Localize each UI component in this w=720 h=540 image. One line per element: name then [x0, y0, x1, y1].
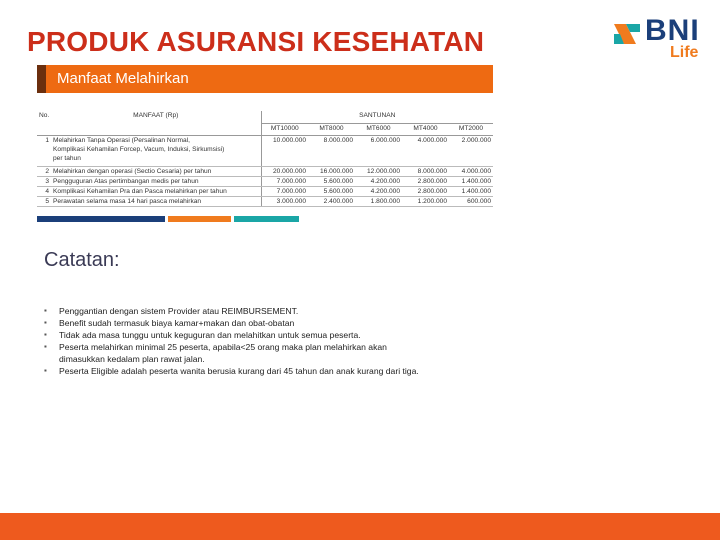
row-benefit: Melahirkan dengan operasi (Sectio Cesaria) per tahun: [51, 167, 261, 177]
row-value: 6.000.000: [355, 136, 402, 167]
row-benefit: Komplikasi Kehamilan Pra dan Pasca melahirkan per tahun: [51, 187, 261, 197]
note-text: Penggantian dengan sistem Provider atau REIMBURSEMENT.: [59, 306, 299, 316]
row-benefit: Perawatan selama masa 14 hari pasca melahirkan: [51, 197, 261, 207]
row-benefit-line: Melahirkan Tanpa Operasi (Persalinan Normal,: [53, 137, 190, 144]
row-value: 1.800.000: [355, 197, 402, 207]
bni-logo-mark-icon: [612, 20, 642, 48]
row-value: 12.000.000: [355, 167, 402, 177]
plan-header: MT4000: [402, 124, 449, 136]
note-text: Tidak ada masa tunggu untuk keguguran dan melahitkan untuk semua peserta.: [59, 330, 361, 340]
row-value: 600.000: [449, 197, 493, 207]
benefit-table: [37, 111, 493, 207]
bullet-icon: ▪: [44, 318, 47, 327]
plan-header: MT8000: [308, 124, 355, 136]
row-benefit-line: Komplikasi Kehamilan Forcep, Vacum, Induksi, Sirkumsisi): [53, 146, 225, 153]
note-text: Peserta Eligible adalah peserta wanita berusia kurang dari 45 tahun dan anak kurang dari tiga.: [59, 366, 419, 376]
notes-title: Catatan:: [44, 249, 120, 271]
santunan-header: SANTUNAN: [261, 111, 493, 124]
row-value: 20.000.000: [261, 167, 308, 177]
col-no-header: No.: [37, 111, 51, 136]
decor-bar-teal: [234, 216, 299, 222]
row-value: 16.000.000: [308, 167, 355, 177]
notes-list: [44, 305, 424, 377]
row-value: 8.000.000: [402, 167, 449, 177]
bullet-icon: ▪: [44, 330, 47, 339]
plan-header: MT2000: [449, 124, 493, 136]
row-benefit-line: per tahun: [53, 155, 81, 162]
logo-bni-text: BNI: [645, 14, 700, 47]
row-value: 3.000.000: [261, 197, 308, 207]
bni-life-logo: [612, 14, 704, 66]
row-value: 7.000.000: [261, 177, 308, 187]
list-item: [44, 329, 424, 341]
bullet-icon: ▪: [44, 342, 47, 351]
table-row: [37, 136, 493, 167]
row-value: 5.600.000: [308, 187, 355, 197]
banner-accent: [37, 65, 46, 93]
table-row: [37, 197, 493, 207]
row-value: 1.400.000: [449, 187, 493, 197]
note-text: Peserta melahirkan minimal 25 peserta, apabila<25 orang maka plan melahirkan akan dimasukkan kedalam plan rawat jalan.: [59, 342, 387, 364]
row-value: 1.400.000: [449, 177, 493, 187]
row-value: 4.200.000: [355, 187, 402, 197]
logo-life-text: Life: [670, 44, 699, 61]
row-no: 4: [37, 187, 51, 197]
row-value: 4.000.000: [449, 167, 493, 177]
row-benefit: Pengguguran Atas pertimbangan medis per tahun: [51, 177, 261, 187]
row-no: 1: [37, 136, 51, 167]
bullet-icon: ▪: [44, 306, 47, 315]
table-row: [37, 167, 493, 177]
row-value: 5.600.000: [308, 177, 355, 187]
table-row: [37, 187, 493, 197]
row-value: 8.000.000: [308, 136, 355, 167]
list-item: [44, 365, 424, 377]
row-value: 2.000.000: [449, 136, 493, 167]
list-item: [44, 341, 424, 365]
decor-bar-orange: [168, 216, 231, 222]
note-text: Benefit sudah termasuk biaya kamar+makan dan obat-obatan: [59, 318, 295, 328]
footer-bar: [0, 513, 720, 540]
row-benefit: [51, 136, 261, 167]
row-value: 2.800.000: [402, 177, 449, 187]
row-value: 4.200.000: [355, 177, 402, 187]
row-value: 7.000.000: [261, 187, 308, 197]
row-no: 5: [37, 197, 51, 207]
section-banner: [37, 65, 493, 93]
decor-bar-navy: [37, 216, 165, 222]
row-value: 10.000.000: [261, 136, 308, 167]
list-item: [44, 305, 424, 317]
row-value: 4.000.000: [402, 136, 449, 167]
row-value: 2.400.000: [308, 197, 355, 207]
row-value: 1.200.000: [402, 197, 449, 207]
benefit-table-container: [37, 111, 493, 213]
page-title: PRODUK ASURANSI KESEHATAN: [27, 26, 485, 57]
row-no: 2: [37, 167, 51, 177]
plan-header: MT6000: [355, 124, 402, 136]
plan-header: MT10000: [261, 124, 308, 136]
bullet-icon: ▪: [44, 366, 47, 375]
section-title: Manfaat Melahirkan: [57, 70, 189, 87]
table-row: [37, 177, 493, 187]
list-item: [44, 317, 424, 329]
col-benefit-header: MANFAAT (Rp): [51, 111, 261, 136]
row-value: 2.800.000: [402, 187, 449, 197]
row-no: 3: [37, 177, 51, 187]
